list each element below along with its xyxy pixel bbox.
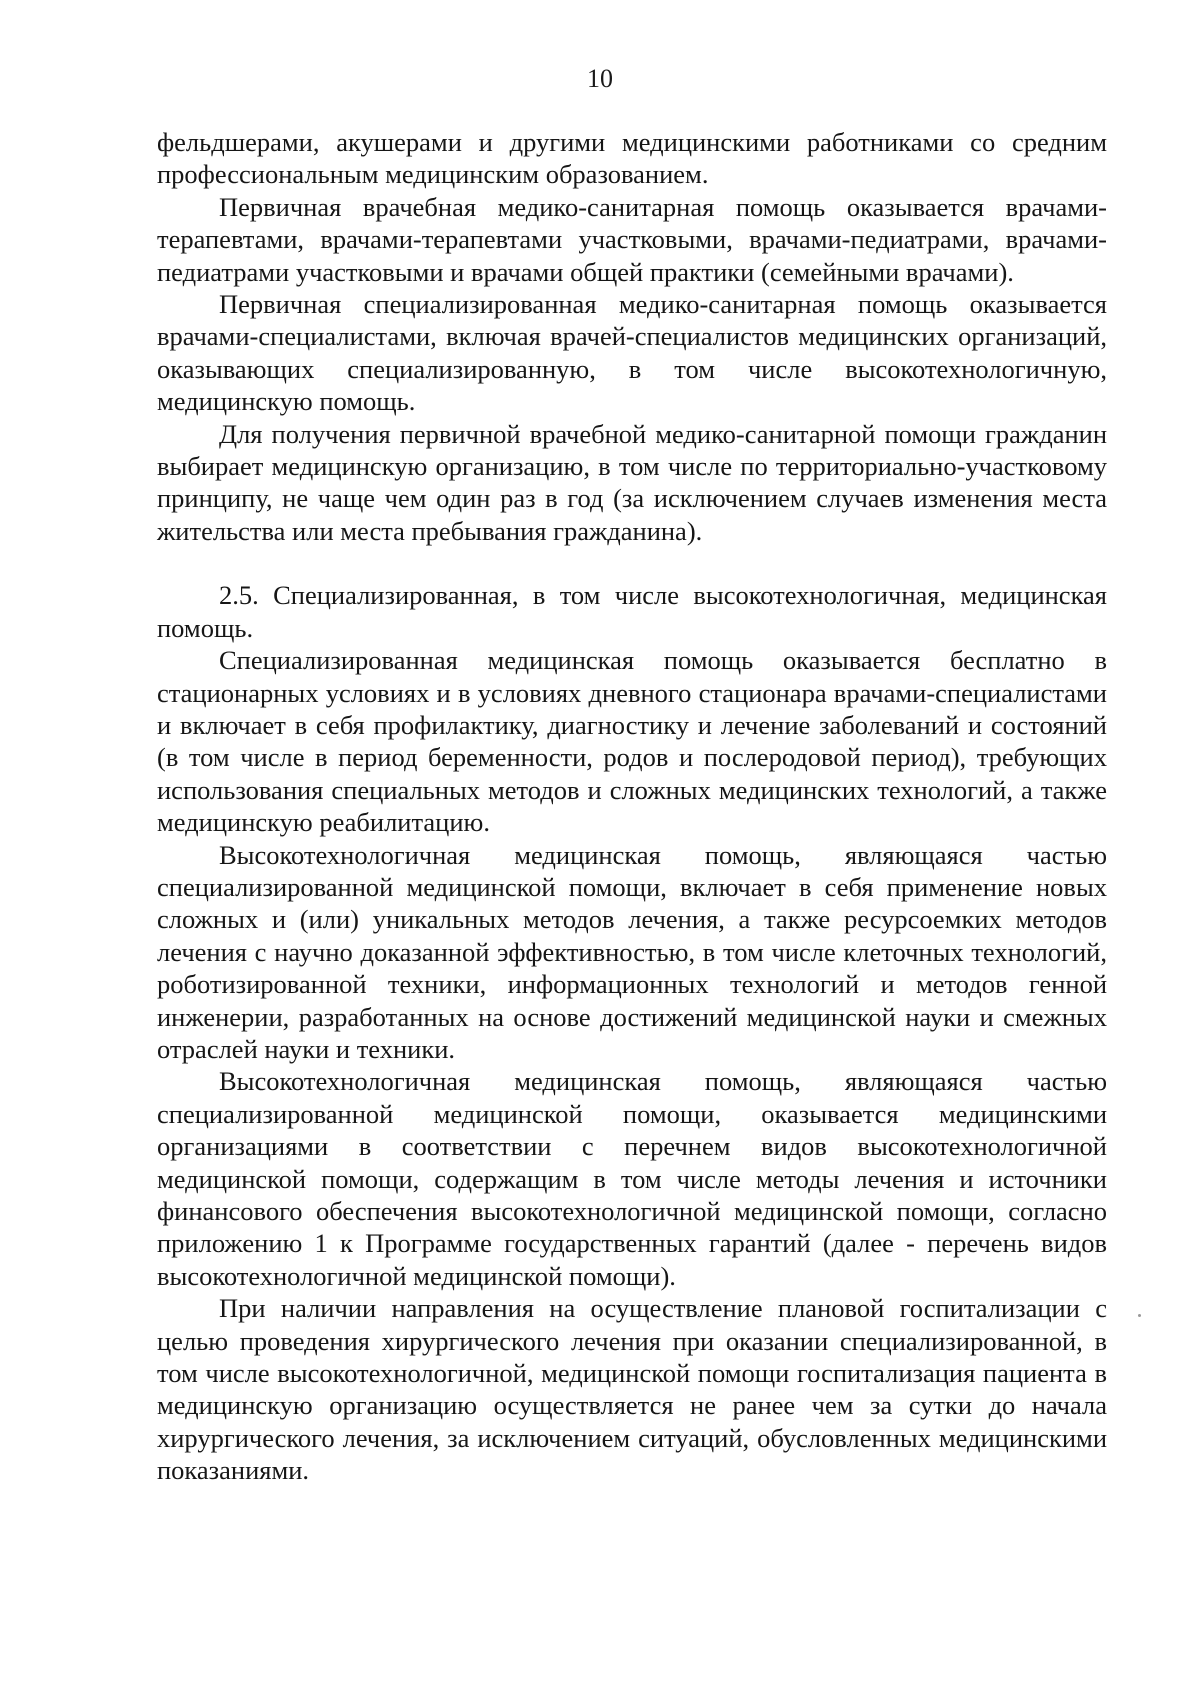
paragraph-specialized-care: Специализированная медицинская помощь оказывается бесплатно в стационарных условиях и в условиях дневного стационара врачами-специалистами и включает в себя профилактику, диагностику и лечение заболеваний и состояний (в том числе в период беременности, родов и послеродовой период), требующих использования специальных методов и сложных медицинских технологий, а также медицинскую реабилитацию. xyxy=(157,645,1107,838)
paragraph-high-tech-care-definition: Высокотехнологичная медицинская помощь, являющаяся частью специализированной медицинской помощи, включает в себя применение новых сложных и (или) уникальных методов лечения, а также ресурсоемких методов лечения с научно доказанной эффективностью, в том числе клеточных технологий, роботизированной техники, информационных технологий и методов генной инженерии, разработанных на основе достижений медицинской науки и смежных отраслей науки и техники. xyxy=(157,839,1107,1064)
paragraph-choosing-organization: Для получения первичной врачебной медико-санитарной помощи гражданин выбирает медицинскую организацию, в том числе по территориально-участковому принципу, не чаще чем один раз в год (за исключением случаев изменения места жительства или места пребывания гражданина). xyxy=(157,418,1107,546)
scan-artifact-dot xyxy=(1138,1314,1141,1317)
section-heading-2-5: 2.5. Специализированная, в том числе высокотехнологичная, медицинская помощь. xyxy=(157,580,1107,643)
paragraph-planned-hospitalization: При наличии направления на осуществление плановой госпитализации с целью проведения хирургического лечения при оказании специализированной, в том числе высокотехнологичной, медицинской помощи госпитализация пациента в медицинскую организацию осуществляется не ранее чем за сутки до начала хирургического лечения, за исключением ситуаций, обусловленных медицинскими показаниями. xyxy=(157,1293,1107,1486)
paragraph-high-tech-care-provision: Высокотехнологичная медицинская помощь, являющаяся частью специализированной медицинской помощи, оказывается медицинскими организациями в соответствии с перечнем видов высокотехнологичной медицинской помощи, содержащим в том числе методы лечения и источники финансового обеспечения высокотехнологичной медицинской помощи, согласно приложению 1 к Программе государственных гарантий (далее - перечень видов высокотехнологичной медицинской помощи). xyxy=(157,1066,1107,1291)
paragraph-primary-physician-care: Первичная врачебная медико-санитарная помощь оказывается врачами-терапевтами, врачами-терапевтами участковыми, врачами-педиатрами, врачами-педиатрами участковыми и врачами общей практики (семейными врачами). xyxy=(157,191,1107,287)
paragraph-primary-specialized-care: Первичная специализированная медико-санитарная помощь оказывается врачами-специалистами, включая врачей-специалистов медицинских организаций, оказывающих специализированную, в том числе высокотехнологичную, медицинскую помощь. xyxy=(157,289,1107,417)
document-body xyxy=(157,126,1107,1487)
paragraph-continuation: фельдшерами, акушерами и другими медицинскими работниками со средним профессиональным медицинским образованием. xyxy=(157,127,1107,190)
page-number: 10 xyxy=(587,64,613,93)
